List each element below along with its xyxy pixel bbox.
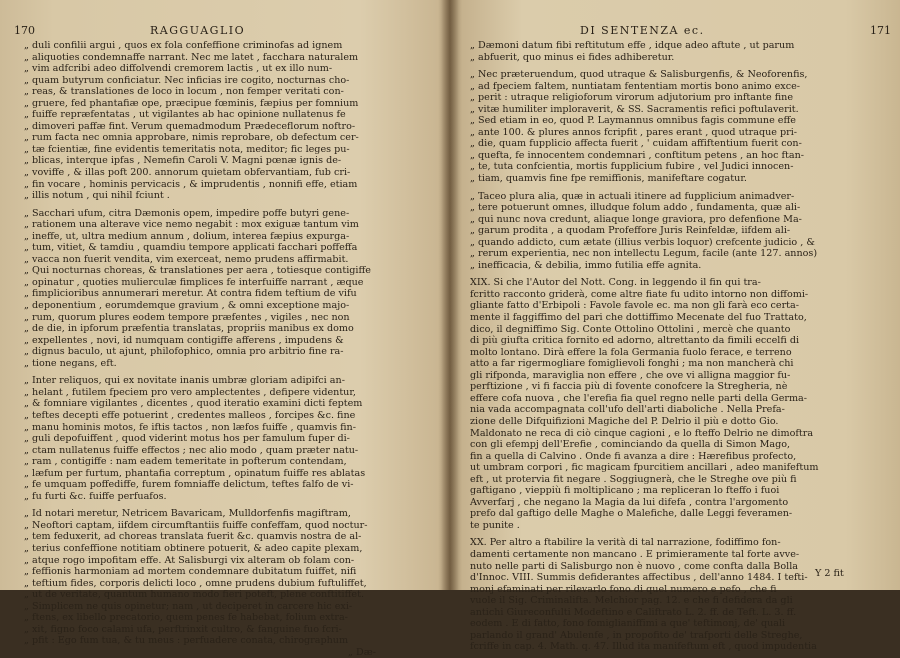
text-line: con gli efempj dell'Erefie , cominciando da quella di Simon Mago,	[470, 439, 791, 451]
text-line: „ Id notari meretur, Netricem Bavaricam, Mulldorfenfis magiftram,	[24, 508, 351, 520]
text-line: „ inefficacia, & debilia, immo futilia effe agnita.	[470, 259, 702, 271]
text-line: „ tem feduxerit, ad choreas translata fuerit &c. quamvis nostra de al-	[24, 531, 362, 543]
text-line: „ Sacchari ufum, citra Dæmonis opem, impedire poffe butyri gene-	[24, 207, 350, 219]
text-line: „ perit : utraque religioforum virorum adjutorium pro inftante fine	[470, 92, 794, 104]
text-line: „ deponentium , eorumdemque gravium , & omni exceptione majo-	[24, 300, 350, 312]
text-line: „ dimoveri paffæ fint. Verum quemadmodum Prædeceflorum noftro-	[24, 120, 356, 132]
text-line: „ manu hominis motos, fe iftis tactos , non læfos fuiffe , quamvis fin-	[24, 421, 356, 433]
left-text-block	[24, 40, 436, 658]
text-line: „ ram , contigiffe : nam eadem temeritate in pofterum contendam,	[24, 456, 347, 468]
text-line: nia vada accompagnata coll'ufo dell'arti diaboliche . Nella Prefa-	[470, 404, 785, 416]
text-line: „ reas, & translationes de loco in locum , non femper veritati con-	[24, 86, 344, 98]
text-line: mente il faggiffimo del pari che dottiffimo Mecenate del fuo Trattato,	[470, 312, 807, 324]
text-line: „ teftes decepti effe potuerint , credentes malleos , forcipes &c. fine	[24, 409, 356, 421]
text-line: „ de die, in ipforum præfentia translatas, propriis manibus ex domo	[24, 323, 354, 335]
text-line: „ Nec præteruendum, quod utraque & Salisburgenfis, & Neoforenfis,	[470, 69, 808, 81]
text-line: „ Neoftori captam, iifdem circumftantiis fuiffe confeffam, quod noctur-	[24, 519, 368, 531]
text-line: „ die, quam fupplicio affecta fuerit , ' cuidam affiftentium fuerit con-	[470, 138, 802, 150]
text-line: zione delle Difquifizioni Magiche del P. Delrio il più e dotto Gio.	[470, 415, 779, 427]
page-number-left: 170	[14, 24, 35, 37]
text-line: antichi Giureconfulti Modeftino e Califtrato L. 2. ff. de Teft. L. 3. ff.	[470, 606, 797, 618]
text-line: „ voviffe , & illas poft 200. annorum quietam obfervantiam, fub cri-	[24, 167, 351, 179]
text-line: „ rationem una alterave vice nemo negabit : mox exiguæ tantum vim	[24, 219, 359, 231]
text-line: „ rerum experientia, nec non intellectu Legum, facile (ante 127. annos)	[470, 248, 818, 260]
text-line: „ ctam nullatenus fuiffe effectos ; nec alio modo , quam præter natu-	[24, 444, 359, 456]
text-line: „ xit, figno foco calami ufa, perftrinxit cultro, & fanguine fuo fcri-	[24, 623, 342, 635]
text-line: „ tere potuerunt omnes, illudque folum addo , fundamenta, quæ ali-	[470, 202, 801, 214]
text-line: monj efaminati per rilevarlo fono di quel numero e pefo , che fi	[470, 583, 777, 595]
right-page	[450, 0, 900, 653]
text-line: „ Dæmoni datum fibi reftitutum effe , idque adeo aftute , ut parum	[470, 40, 795, 51]
text-line: „ ante 100. & plures annos fcripfit , pares erant , quod utraque pri-	[470, 126, 798, 138]
text-line: „ vim adfcribi adeo diffolvendi cremorem lactis , ut ex illo num-	[24, 63, 333, 75]
text-line: „ vacca non fuerit vendita, vim exerceat, nemo prudens affirmabit.	[24, 253, 349, 265]
text-line: „ læfum per furtum, phantafia correptum , opinatum fuiffe res ablatas	[24, 467, 366, 479]
text-line: Maldonato ne reca di ciò cinque cagioni , e lo fteffo Delrio ne dimoftra	[470, 427, 814, 439]
text-line: perftizione , vi fi faccia più di fovente conofcere la Stregheria, nè	[470, 381, 788, 393]
text-line: gli rifponda, maraviglia non effere , che ove vi alligna maggior fu-	[470, 369, 791, 381]
text-line: „ ut de veritate, quantum humano modo fieri poteft, plene conftitiffet.	[24, 589, 365, 601]
running-head-right: DI SENTENZA ec.	[580, 24, 705, 37]
text-line: „ & fomniare vigilantes , dicentes , quod iteratio examini dicti feptem	[24, 398, 363, 410]
text-line: vuole il Sig. Criminalifta. Melchior pag. 12. e che fi defidera da gli	[470, 595, 793, 607]
text-line: „ ad fpeciem faltem, nuntiatam fententiam mortis bono animo exce-	[470, 80, 800, 92]
text-line: di più giufta critica fornito ed adorno, altrettanto da fimili eccelfi di	[470, 335, 800, 347]
text-line: „ vitæ humiliter imploraverit, & SS. Sacramentis refici poftulaverit.	[470, 103, 799, 115]
text-line: „ ftens, ex libello precatorio, quem penes fe habebat, folium extra-	[24, 612, 348, 624]
text-line: „ duli confilii argui , quos ex fola confeffione criminofas ad ignem	[24, 40, 343, 51]
text-line: te punite .	[470, 519, 520, 531]
text-line: „ dignus baculo, ut ajunt, philofophico, omnia pro arbitrio fine ra-	[24, 346, 344, 358]
text-line: „ opinatur , quoties mulierculæ fimplices fe interfuiffe narrant , æque	[24, 276, 364, 288]
text-line: „ teftium fides, corporis delicti loco , omne prudens dubium fuftuliffet,	[24, 577, 367, 589]
text-line: „ quando addicto, cum ætate (illius verbis loquor) crefcente judicio , &	[470, 236, 815, 248]
text-line: „ atque rogo impofitam effe. At Salisburgi vix alteram ob folam con-	[24, 554, 355, 566]
text-line: molto lontano. Dirà effere la fola Germania fuolo ferace, e terreno	[470, 346, 792, 358]
text-line: „ ineffe, ut, ultra medium annum , dolium, interea fæpius expurga-	[24, 230, 350, 242]
text-line: eodem . E di fatto, fono fomiglianiffimi a que' teftimonj, de' quali	[470, 618, 786, 630]
text-line: „ feffionis harmoniam ad mortem condemnare dubitatum fuiffet, nifi	[24, 566, 357, 578]
text-line: „ Qui nocturnas choreas, & translationes per aera , totiesque contigiffe	[24, 265, 371, 277]
text-line: „ fimplicioribus annumerari meretur. At contra fidem teftium de vifu	[24, 288, 357, 300]
text-line: effere cofa nuova , che l'erefia fia quel regno nelle parti della Germa-	[470, 392, 808, 404]
text-line: „ tione negans, eft.	[24, 357, 117, 369]
text-line: „ fin vocare , hominis pervicacis , & imprudentis , nonnifi effe, etiam	[24, 178, 358, 190]
text-line: „ garum prodita , a quodam Profeffore Juris Reinfeldæ, iifdem ali-	[470, 225, 791, 237]
text-line: „ qui nunc nova credunt, aliaque longe graviora, pro defenfione Ma-	[470, 213, 802, 225]
text-line: „ rum, quorum plures eodem tempore præfentes , vigiles , nec non	[24, 311, 350, 323]
text-line: „ rum facta nec omnia approbare, nimis reprobare, ob defectum cer-	[24, 132, 359, 144]
text-line: „ expellentes , novi, id numquam contigiffe afferens , impudens &	[24, 334, 344, 346]
signature-mark: Y 2 fit	[815, 568, 844, 579]
text-line: „ blicas, interque ipfas , Nemefin Caroli V. Magni pœnæ ignis de-	[24, 155, 342, 167]
text-line: parlando il grand' Abulenfe , in propofito de' trafporti delle Streghe,	[470, 629, 803, 641]
text-line: fin a quella di Calvino . Onde fi avanza a dire : Hærefibus profecto,	[470, 450, 797, 462]
text-line: „ te, tuta confcientia, mortis fupplicium fubire , vel Judici innocen-	[470, 161, 794, 173]
text-line: Avverfarj , che negano la Magia da lui difefa , contra l'argomento	[470, 496, 789, 508]
text-line: prefo dal gaftigo delle Maghe o Malefiche, dalle Leggi feveramen-	[470, 508, 793, 520]
text-line: nuto nelle parti di Salisburgo non è nuovo , come confta dalla Bolla	[470, 560, 798, 572]
text-line: damenti certamente non mancano . E primieramente tal forte avve-	[470, 548, 800, 560]
text-line: „ fuiffe repræfentatas , ut vigilantes ab hac opinione nullatenus fe	[24, 109, 346, 121]
text-line: „ tæ fcientiæ, fine evidentis temeritatis nota, meditor; fic leges pu-	[24, 143, 350, 155]
text-line: gaftigano , vieppiù fi moltiplicano ; ma repliceran lo fteffo i fuoi	[470, 485, 780, 497]
text-line: „ abfuerit, quo minus ei fides adhiberetur.	[470, 51, 675, 63]
text-line: „ guli depofuiffent , quod viderint motus hos per famulum fuper di-	[24, 433, 350, 445]
text-line: d'Innoc. VIII. Summis defiderantes affectibus , dell'anno 1484. I tefti-	[470, 572, 808, 584]
text-line: XIX. Si che l'Autor del Nott. Cong. in leggendo il fin qui tra-	[470, 277, 761, 289]
text-line: fcriffe in cap. 4. Math. q. 47. Illud ita manifeftum eft , quod impudentia	[470, 641, 817, 653]
text-line: „ helant , futilem fpeciem pro vero amplectentes , defipere videntur,	[24, 386, 356, 398]
text-line: „ Taceo plura alia, quæ in actuali itinere ad fupplicium animadver-	[470, 190, 795, 202]
text-line: XX. Per altro a ftabilire la verità di tal narrazione, fodiffimo fon-	[470, 537, 781, 549]
text-line: „ Inter reliquos, qui ex novitate inanis umbræ gloriam adipifci an-	[24, 375, 345, 387]
text-line: „ quefta, fe innocentem condemnari , conftitum petens , an hoc ftan-	[470, 149, 805, 161]
text-line: ut umbram corpori , fic magicam fpurcitiem ancillari , adeo manifeftum	[470, 462, 819, 474]
catchword: „ Dæ-	[348, 646, 376, 658]
right-text-block	[470, 40, 888, 653]
text-line: fcritto racconto griderà, come altre fiate fu udito intorno non diffomi-	[470, 288, 809, 300]
text-line: dico, il degniffimo Sig. Conte Ottolino Ottolini , mercè che quanto	[470, 323, 791, 335]
text-line: „ tum, vitiet, & tamdiu , quamdiu tempore applicati facchari poffeffa	[24, 242, 358, 254]
text-line: „ aliquoties condemnaffe narrant. Nec me latet , facchara naturalem	[24, 51, 359, 63]
text-line: „ quam butyrum conficiatur. Nec inficias ire cogito, nocturnas cho-	[24, 74, 350, 86]
text-line: gliante fatto d'Erbipoli : Favole favole ec. ma non gli farà eco certa-	[470, 300, 799, 312]
text-line: „ Simplicem ne quis opinetur; nam , ut deciperet in carcere hic exi-	[24, 600, 353, 612]
text-line: „ gruere, fed phantafiæ ope, præcipue fœminis, fæpius per fomnium	[24, 97, 359, 109]
text-line: „ Sed etiam in eo, quod P. Laymannus omnibus fagis commune effe	[470, 115, 796, 127]
text-line: „ tiam, quamvis fine fpe remiffionis, manifeftare cogatur.	[470, 173, 747, 185]
text-line: „ pfit : Ego fum tua, & tu meus : perfuadere conata, chirographum	[24, 635, 349, 647]
text-line: „ terius confeffione notitiam obtinere potuerit, & adeo capite plexam,	[24, 542, 363, 554]
text-line: eft , ut protervia fit negare . Soggiugnerà, che le Streghe ove più fi	[470, 473, 797, 485]
running-head-left: RAGGUAGLIO	[150, 24, 246, 37]
page-number-right: 171	[870, 24, 891, 37]
text-line: „ fu furti &c. fuiffe perfuafos.	[24, 490, 167, 502]
text-line: „ fe umquam poffediffe, furem fomniaffe delictum, teftes falfo de vi-	[24, 479, 354, 491]
text-line: atto a far rigermogliare fomiglievoli fonghi ; ma non mancherà chi	[470, 358, 794, 370]
text-line: „ illis notum , qui nihil fciunt .	[24, 190, 170, 202]
